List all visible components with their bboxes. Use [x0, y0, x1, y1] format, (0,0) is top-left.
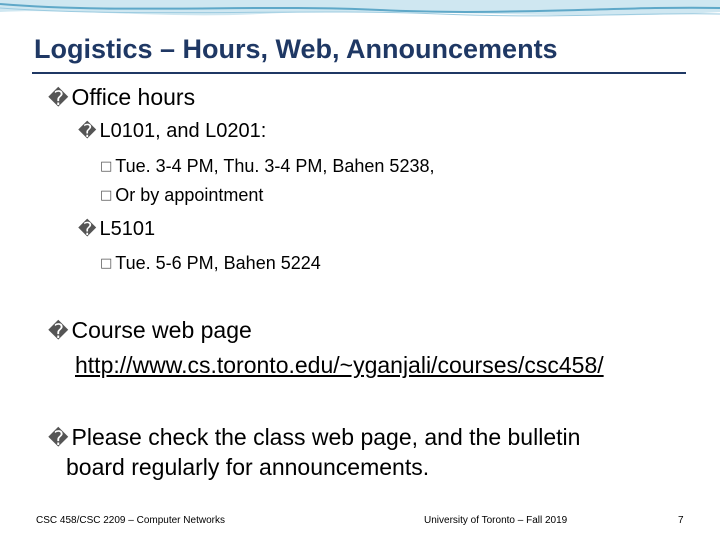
office-hours-heading: � Office hours: [48, 84, 196, 110]
header-wave-decoration: [0, 0, 720, 24]
announcement-line-1: � Please check the class web page, and the bulletin: [48, 424, 581, 450]
footer-page-number: 7: [678, 515, 684, 526]
box-bullet-icon: □: [100, 188, 113, 203]
footer-university: University of Toronto – Fall 2019: [424, 515, 568, 526]
box-bullet-icon: □: [100, 159, 113, 174]
list-item: □ Tue. 3-4 PM, Thu. 3-4 PM, Bahen 5238,: [100, 156, 435, 176]
course-web-link[interactable]: http://www.cs.toronto.edu/~yganjali/courses/csc458/: [75, 352, 604, 378]
box-bullet-icon: □: [100, 256, 113, 271]
bullet-icon: �: [48, 426, 69, 450]
bullet-icon: �: [78, 121, 97, 142]
section-label-l0101: � L0101, and L0201:: [78, 120, 267, 142]
bullet-icon: �: [48, 319, 69, 343]
page-title: Logistics – Hours, Web, Announcements: [34, 34, 558, 64]
course-web-link-wrapper: [75, 352, 604, 379]
section-label-l5101: � L5101: [78, 218, 156, 240]
list-item: □ Or by appointment: [100, 185, 264, 205]
course-web-heading: � Course web page: [48, 317, 252, 343]
footer-course: CSC 458/CSC 2209 – Computer Networks: [36, 515, 225, 526]
bullet-icon: �: [48, 86, 69, 110]
list-item: □ Tue. 5-6 PM, Bahen 5224: [100, 253, 321, 273]
bullet-icon: �: [78, 219, 97, 240]
announcement-line-2: board regularly for announcements.: [66, 454, 430, 480]
title-underline: [32, 72, 686, 74]
